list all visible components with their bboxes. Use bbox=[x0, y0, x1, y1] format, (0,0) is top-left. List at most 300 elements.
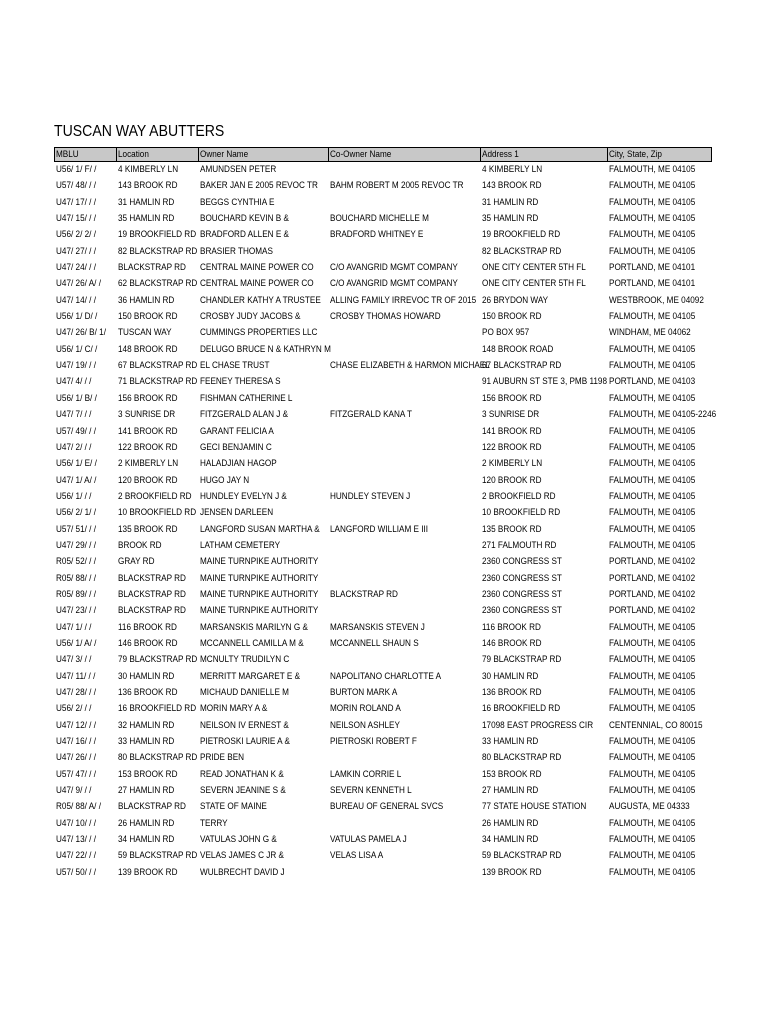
cell-location bbox=[117, 554, 199, 570]
cell-text: 122 BROOK RD bbox=[481, 441, 541, 453]
cell-mblu bbox=[55, 832, 117, 848]
cell-text: CHASE ELIZABETH & HARMON MICHAEL bbox=[329, 360, 490, 372]
cell-location bbox=[117, 571, 199, 587]
cell-text: FALMOUTH, ME 04105 bbox=[608, 164, 695, 175]
cell-text: FALMOUTH, ME 04105 bbox=[608, 458, 695, 470]
cell-location bbox=[117, 538, 199, 554]
cell-city-state-zip bbox=[608, 538, 712, 554]
cell-text: FITZGERALD ALAN J & bbox=[199, 409, 288, 421]
cell-text: 2 KIMBERLY LN bbox=[481, 458, 542, 470]
cell-text: 2 KIMBERLY LN bbox=[117, 458, 178, 470]
cell-owner-name bbox=[199, 718, 329, 734]
table-row bbox=[55, 636, 712, 652]
cell-text: FEENEY THERESA S bbox=[199, 376, 281, 388]
cell-co-owner-name bbox=[329, 325, 481, 341]
cell-co-owner-name bbox=[329, 309, 481, 325]
cell-text: 82 BLACKSTRAP RD bbox=[117, 245, 197, 257]
cell-mblu bbox=[55, 293, 117, 309]
cell-text: U56/ 1/ A/ / bbox=[55, 637, 96, 649]
cell-city-state-zip bbox=[608, 571, 712, 587]
cell-text: ONE CITY CENTER 5TH FL bbox=[481, 262, 586, 274]
cell-text: GECI BENJAMIN C bbox=[199, 441, 272, 453]
cell-address-1 bbox=[481, 162, 608, 179]
cell-text: 150 BROOK RD bbox=[481, 311, 541, 323]
cell-address-1 bbox=[481, 603, 608, 619]
cell-text: BRADFORD ALLEN E & bbox=[199, 229, 289, 241]
cell-text: BOUCHARD KEVIN B & bbox=[199, 213, 289, 225]
cell-city-state-zip bbox=[608, 391, 712, 407]
cell-text: MORIN MARY A & bbox=[199, 703, 267, 715]
cell-mblu bbox=[55, 587, 117, 603]
cell-address-1 bbox=[481, 374, 608, 390]
table-row bbox=[55, 440, 712, 456]
cell-text: 156 BROOK RD bbox=[117, 392, 177, 404]
cell-address-1 bbox=[481, 407, 608, 423]
cell-location bbox=[117, 195, 199, 211]
table-row bbox=[55, 244, 712, 260]
cell-text: 122 BROOK RD bbox=[117, 441, 177, 453]
cell-text: 2360 CONGRESS ST bbox=[481, 588, 562, 600]
column-header-location bbox=[117, 148, 199, 162]
cell-text: ONE CITY CENTER 5TH FL bbox=[481, 278, 586, 290]
table-row bbox=[55, 505, 712, 521]
cell-location bbox=[117, 293, 199, 309]
cell-text: 62 BLACKSTRAP RD bbox=[117, 278, 197, 290]
cell-text: CUMMINGS PROPERTIES LLC bbox=[199, 327, 317, 339]
cell-city-state-zip bbox=[608, 195, 712, 211]
cell-text: FALMOUTH, ME 04105 bbox=[608, 637, 695, 649]
cell-text: 80 BLACKSTRAP RD bbox=[481, 752, 561, 764]
cell-address-1 bbox=[481, 848, 608, 864]
cell-text: LATHAM CEMETERY bbox=[199, 539, 280, 551]
cell-address-1 bbox=[481, 636, 608, 652]
cell-owner-name bbox=[199, 244, 329, 260]
cell-co-owner-name bbox=[329, 211, 481, 227]
cell-owner-name bbox=[199, 407, 329, 423]
cell-mblu bbox=[55, 750, 117, 766]
cell-text: AUGUSTA, ME 04333 bbox=[608, 801, 690, 813]
cell-text: BRADFORD WHITNEY E bbox=[329, 229, 423, 241]
cell-text: HALADJIAN HAGOP bbox=[199, 458, 277, 470]
cell-text: MARSANSKIS STEVEN J bbox=[329, 621, 425, 633]
cell-text: R05/ 52/ / / bbox=[55, 556, 96, 568]
cell-text: VELAS LISA A bbox=[329, 850, 383, 862]
table-row bbox=[55, 587, 712, 603]
table-row bbox=[55, 603, 712, 619]
cell-text: U56/ 2/ 2/ / bbox=[55, 229, 96, 241]
cell-mblu bbox=[55, 473, 117, 489]
cell-co-owner-name bbox=[329, 816, 481, 832]
table-row bbox=[55, 227, 712, 243]
cell-owner-name bbox=[199, 358, 329, 374]
cell-text: BRASIER THOMAS bbox=[199, 245, 273, 257]
cell-text: 19 BROOKFIELD RD bbox=[481, 229, 560, 241]
cell-address-1 bbox=[481, 489, 608, 505]
table-row bbox=[55, 162, 712, 179]
cell-mblu bbox=[55, 325, 117, 341]
column-header-address-1 bbox=[481, 148, 608, 162]
cell-co-owner-name bbox=[329, 603, 481, 619]
table-row bbox=[55, 358, 712, 374]
table-row bbox=[55, 489, 712, 505]
cell-text: FALMOUTH, ME 04105 bbox=[608, 474, 695, 486]
cell-owner-name bbox=[199, 603, 329, 619]
table-row bbox=[55, 718, 712, 734]
cell-text: U56/ 1/ E/ / bbox=[55, 458, 97, 470]
cell-location bbox=[117, 587, 199, 603]
cell-text: PORTLAND, ME 04103 bbox=[608, 376, 695, 388]
table-row bbox=[55, 424, 712, 440]
cell-text: 82 BLACKSTRAP RD bbox=[481, 245, 561, 257]
cell-mblu bbox=[55, 391, 117, 407]
cell-text: U57/ 48/ / / bbox=[55, 180, 96, 192]
cell-co-owner-name bbox=[329, 178, 481, 194]
cell-text: 30 HAMLIN RD bbox=[481, 670, 538, 682]
cell-location bbox=[117, 865, 199, 881]
cell-mblu bbox=[55, 260, 117, 276]
cell-co-owner-name bbox=[329, 473, 481, 489]
cell-text: HUNDLEY STEVEN J bbox=[329, 490, 410, 502]
cell-owner-name bbox=[199, 342, 329, 358]
cell-text: MERRITT MARGARET E & bbox=[199, 670, 300, 682]
cell-address-1 bbox=[481, 799, 608, 815]
cell-text: 2 BROOKFIELD RD bbox=[117, 490, 192, 502]
cell-text: BLACKSTRAP RD bbox=[117, 801, 186, 813]
cell-co-owner-name bbox=[329, 293, 481, 309]
table-row bbox=[55, 407, 712, 423]
cell-mblu bbox=[55, 783, 117, 799]
cell-location bbox=[117, 456, 199, 472]
cell-text: BROOK RD bbox=[117, 539, 162, 551]
cell-text: FALMOUTH, ME 04105 bbox=[608, 752, 695, 764]
cell-text: 2360 CONGRESS ST bbox=[481, 572, 562, 584]
cell-address-1 bbox=[481, 783, 608, 799]
cell-text: MARSANSKIS MARILYN G & bbox=[199, 621, 308, 633]
cell-owner-name bbox=[199, 816, 329, 832]
cell-mblu bbox=[55, 865, 117, 881]
cell-address-1 bbox=[481, 571, 608, 587]
cell-location bbox=[117, 734, 199, 750]
cell-owner-name bbox=[199, 571, 329, 587]
cell-co-owner-name bbox=[329, 456, 481, 472]
cell-co-owner-name bbox=[329, 669, 481, 685]
table-row bbox=[55, 276, 712, 292]
table-row bbox=[55, 456, 712, 472]
cell-text: 77 STATE HOUSE STATION bbox=[481, 801, 586, 813]
cell-text: 271 FALMOUTH RD bbox=[481, 539, 556, 551]
cell-mblu bbox=[55, 178, 117, 194]
cell-text: FALMOUTH, ME 04105-2246 bbox=[608, 409, 716, 421]
column-header-label: Location bbox=[118, 149, 149, 160]
cell-text: FALMOUTH, ME 04105 bbox=[608, 490, 695, 502]
cell-text: HUGO JAY N bbox=[199, 474, 249, 486]
cell-text: BAKER JAN E 2005 REVOC TR bbox=[199, 180, 318, 192]
cell-text: 135 BROOK RD bbox=[481, 523, 541, 535]
table-body bbox=[55, 162, 716, 882]
cell-owner-name bbox=[199, 799, 329, 815]
cell-co-owner-name bbox=[329, 587, 481, 603]
cell-location bbox=[117, 603, 199, 619]
cell-text: 153 BROOK RD bbox=[481, 768, 541, 780]
cell-text: PRIDE BEN bbox=[199, 752, 244, 764]
cell-text: U47/ 15/ / / bbox=[55, 213, 96, 225]
cell-text: CROSBY JUDY JACOBS & bbox=[199, 311, 300, 323]
cell-text: U56/ 1/ F/ / bbox=[55, 164, 96, 175]
cell-mblu bbox=[55, 701, 117, 717]
cell-text: CENTENNIAL, CO 80015 bbox=[608, 719, 703, 731]
cell-mblu bbox=[55, 358, 117, 374]
cell-owner-name bbox=[199, 538, 329, 554]
cell-mblu bbox=[55, 244, 117, 260]
cell-text: 16 BROOKFIELD RD bbox=[481, 703, 560, 715]
cell-text: FALMOUTH, ME 04105 bbox=[608, 229, 695, 241]
cell-text: U56/ 1/ / / bbox=[55, 490, 91, 502]
cell-text: FALMOUTH, ME 04105 bbox=[608, 343, 695, 355]
cell-text: MCCANNELL CAMILLA M & bbox=[199, 637, 304, 649]
cell-owner-name bbox=[199, 767, 329, 783]
cell-address-1 bbox=[481, 440, 608, 456]
cell-city-state-zip bbox=[608, 620, 712, 636]
table-row bbox=[55, 669, 712, 685]
cell-address-1 bbox=[481, 669, 608, 685]
cell-owner-name bbox=[199, 440, 329, 456]
cell-text: 136 BROOK RD bbox=[481, 687, 541, 698]
cell-text: CENTRAL MAINE POWER CO bbox=[199, 262, 314, 274]
cell-mblu bbox=[55, 424, 117, 440]
cell-text: 34 HAMLIN RD bbox=[117, 834, 174, 846]
column-header-label: MBLU bbox=[56, 149, 79, 160]
cell-mblu bbox=[55, 848, 117, 864]
cell-text: U47/ 2/ / / bbox=[55, 441, 91, 453]
cell-address-1 bbox=[481, 734, 608, 750]
cell-text: PORTLAND, ME 04102 bbox=[608, 556, 695, 568]
cell-text: PIETROSKI LAURIE A & bbox=[199, 736, 290, 748]
cell-text: 27 HAMLIN RD bbox=[481, 785, 538, 797]
cell-text: U47/ 26/ / / bbox=[55, 752, 96, 764]
table-row bbox=[55, 293, 712, 309]
cell-owner-name bbox=[199, 162, 329, 179]
cell-location bbox=[117, 783, 199, 799]
cell-text: FALMOUTH, ME 04105 bbox=[608, 213, 695, 225]
cell-owner-name bbox=[199, 211, 329, 227]
table-row bbox=[55, 652, 712, 668]
cell-owner-name bbox=[199, 734, 329, 750]
column-header-label: Address 1 bbox=[482, 149, 519, 160]
cell-text: U47/ 3/ / / bbox=[55, 654, 91, 666]
cell-co-owner-name bbox=[329, 391, 481, 407]
cell-mblu bbox=[55, 505, 117, 521]
column-header-label: Owner Name bbox=[200, 149, 249, 160]
cell-location bbox=[117, 848, 199, 864]
cell-location bbox=[117, 424, 199, 440]
cell-address-1 bbox=[481, 522, 608, 538]
cell-mblu bbox=[55, 522, 117, 538]
table-row bbox=[55, 865, 712, 881]
cell-text: U57/ 47/ / / bbox=[55, 768, 96, 780]
cell-city-state-zip bbox=[608, 832, 712, 848]
cell-mblu bbox=[55, 554, 117, 570]
cell-text: FALMOUTH, ME 04105 bbox=[608, 425, 695, 437]
cell-mblu bbox=[55, 652, 117, 668]
cell-city-state-zip bbox=[608, 473, 712, 489]
cell-location bbox=[117, 522, 199, 538]
cell-text: FALMOUTH, ME 04105 bbox=[608, 834, 695, 846]
cell-text: U47/ 28/ / / bbox=[55, 687, 96, 698]
cell-mblu bbox=[55, 162, 117, 179]
cell-text: U47/ 9/ / / bbox=[55, 785, 91, 797]
cell-text: FALMOUTH, ME 04105 bbox=[608, 687, 695, 698]
cell-location bbox=[117, 489, 199, 505]
cell-co-owner-name bbox=[329, 767, 481, 783]
cell-text: 2360 CONGRESS ST bbox=[481, 556, 562, 568]
cell-text: U47/ 4/ / / bbox=[55, 376, 91, 388]
cell-address-1 bbox=[481, 178, 608, 194]
cell-text: PIETROSKI ROBERT F bbox=[329, 736, 417, 748]
cell-text: MAINE TURNPIKE AUTHORITY bbox=[199, 556, 318, 568]
cell-location bbox=[117, 652, 199, 668]
cell-text: VATULAS JOHN G & bbox=[199, 834, 277, 846]
cell-owner-name bbox=[199, 473, 329, 489]
cell-text: CROSBY THOMAS HOWARD bbox=[329, 311, 441, 323]
cell-mblu bbox=[55, 620, 117, 636]
cell-location bbox=[117, 718, 199, 734]
cell-owner-name bbox=[199, 505, 329, 521]
cell-text: U47/ 10/ / / bbox=[55, 817, 96, 829]
cell-owner-name bbox=[199, 391, 329, 407]
cell-text: U47/ 26/ B/ 1/ bbox=[55, 327, 106, 339]
cell-co-owner-name bbox=[329, 701, 481, 717]
cell-text: 79 BLACKSTRAP RD bbox=[481, 654, 561, 666]
cell-address-1 bbox=[481, 832, 608, 848]
table-row bbox=[55, 522, 712, 538]
cell-address-1 bbox=[481, 701, 608, 717]
cell-co-owner-name bbox=[329, 260, 481, 276]
cell-owner-name bbox=[199, 685, 329, 701]
cell-text: BURTON MARK A bbox=[329, 687, 397, 698]
cell-text: U47/ 19/ / / bbox=[55, 360, 96, 372]
cell-location bbox=[117, 325, 199, 341]
column-header-label: City, State, Zip bbox=[609, 149, 662, 160]
cell-text: FALMOUTH, ME 04105 bbox=[608, 180, 695, 192]
cell-text: 143 BROOK RD bbox=[481, 180, 541, 192]
cell-location bbox=[117, 309, 199, 325]
cell-city-state-zip bbox=[608, 603, 712, 619]
cell-text: 35 HAMLIN RD bbox=[481, 213, 538, 225]
cell-co-owner-name bbox=[329, 734, 481, 750]
cell-text: LANGFORD SUSAN MARTHA & bbox=[199, 523, 320, 535]
header-row bbox=[55, 148, 712, 162]
cell-text: FALMOUTH, ME 04105 bbox=[608, 311, 695, 323]
cell-text: ALLING FAMILY IRREVOC TR OF 2015 bbox=[329, 294, 476, 306]
cell-co-owner-name bbox=[329, 571, 481, 587]
cell-mblu bbox=[55, 603, 117, 619]
cell-owner-name bbox=[199, 456, 329, 472]
cell-text: WULBRECHT DAVID J bbox=[199, 866, 285, 878]
cell-owner-name bbox=[199, 554, 329, 570]
cell-owner-name bbox=[199, 293, 329, 309]
cell-text: R05/ 89/ / / bbox=[55, 588, 96, 600]
cell-city-state-zip bbox=[608, 244, 712, 260]
cell-text: U56/ 2/ / / bbox=[55, 703, 91, 715]
cell-text: MCCANNELL SHAUN S bbox=[329, 637, 419, 649]
cell-text: FALMOUTH, ME 04105 bbox=[608, 392, 695, 404]
cell-text: U47/ 11/ / / bbox=[55, 670, 95, 682]
cell-address-1 bbox=[481, 227, 608, 243]
cell-text: 120 BROOK RD bbox=[481, 474, 541, 486]
cell-text: MAINE TURNPIKE AUTHORITY bbox=[199, 588, 318, 600]
cell-address-1 bbox=[481, 865, 608, 881]
cell-owner-name bbox=[199, 522, 329, 538]
cell-text: BOUCHARD MICHELLE M bbox=[329, 213, 429, 225]
table-row bbox=[55, 750, 712, 766]
cell-owner-name bbox=[199, 178, 329, 194]
cell-city-state-zip bbox=[608, 554, 712, 570]
cell-owner-name bbox=[199, 783, 329, 799]
cell-text: 26 BRYDON WAY bbox=[481, 294, 548, 306]
cell-city-state-zip bbox=[608, 309, 712, 325]
cell-text: U56/ 1/ B/ / bbox=[55, 392, 97, 404]
column-header-city-state-zip bbox=[608, 148, 712, 162]
table-row bbox=[55, 783, 712, 799]
cell-text: 36 HAMLIN RD bbox=[117, 294, 174, 306]
table-row bbox=[55, 554, 712, 570]
cell-mblu bbox=[55, 195, 117, 211]
cell-text: 10 BROOKFIELD RD bbox=[481, 507, 560, 519]
cell-co-owner-name bbox=[329, 276, 481, 292]
cell-location bbox=[117, 244, 199, 260]
cell-text: C/O AVANGRID MGMT COMPANY bbox=[329, 262, 458, 274]
cell-address-1 bbox=[481, 456, 608, 472]
cell-text: CHANDLER KATHY A TRUSTEE bbox=[199, 294, 321, 306]
cell-location bbox=[117, 342, 199, 358]
cell-city-state-zip bbox=[608, 505, 712, 521]
cell-address-1 bbox=[481, 325, 608, 341]
cell-text: 33 HAMLIN RD bbox=[117, 736, 174, 748]
cell-text: 67 BLACKSTRAP RD bbox=[117, 360, 197, 372]
cell-text: 79 BLACKSTRAP RD bbox=[117, 654, 197, 666]
cell-city-state-zip bbox=[608, 211, 712, 227]
cell-city-state-zip bbox=[608, 652, 712, 668]
cell-text: FALMOUTH, ME 04105 bbox=[608, 507, 695, 519]
cell-location bbox=[117, 701, 199, 717]
cell-text: BLACKSTRAP RD bbox=[117, 572, 186, 584]
cell-co-owner-name bbox=[329, 538, 481, 554]
cell-location bbox=[117, 832, 199, 848]
cell-address-1 bbox=[481, 587, 608, 603]
cell-co-owner-name bbox=[329, 342, 481, 358]
cell-text: BAHM ROBERT M 2005 REVOC TR bbox=[329, 180, 463, 192]
cell-owner-name bbox=[199, 195, 329, 211]
cell-co-owner-name bbox=[329, 195, 481, 211]
cell-city-state-zip bbox=[608, 178, 712, 194]
cell-text: 59 BLACKSTRAP RD bbox=[117, 850, 197, 862]
cell-address-1 bbox=[481, 685, 608, 701]
cell-owner-name bbox=[199, 750, 329, 766]
cell-text: U47/ 22/ / / bbox=[55, 850, 96, 862]
cell-text: MAINE TURNPIKE AUTHORITY bbox=[199, 572, 318, 584]
cell-location bbox=[117, 162, 199, 179]
cell-address-1 bbox=[481, 424, 608, 440]
cell-text: U47/ 7/ / / bbox=[55, 409, 91, 421]
cell-text: 4 KIMBERLY LN bbox=[117, 164, 178, 175]
cell-owner-name bbox=[199, 669, 329, 685]
cell-location bbox=[117, 685, 199, 701]
cell-text: FALMOUTH, ME 04105 bbox=[608, 523, 695, 535]
cell-text: 2 BROOKFIELD RD bbox=[481, 490, 556, 502]
cell-text: AMUNDSEN PETER bbox=[199, 164, 276, 175]
cell-mblu bbox=[55, 342, 117, 358]
cell-city-state-zip bbox=[608, 799, 712, 815]
